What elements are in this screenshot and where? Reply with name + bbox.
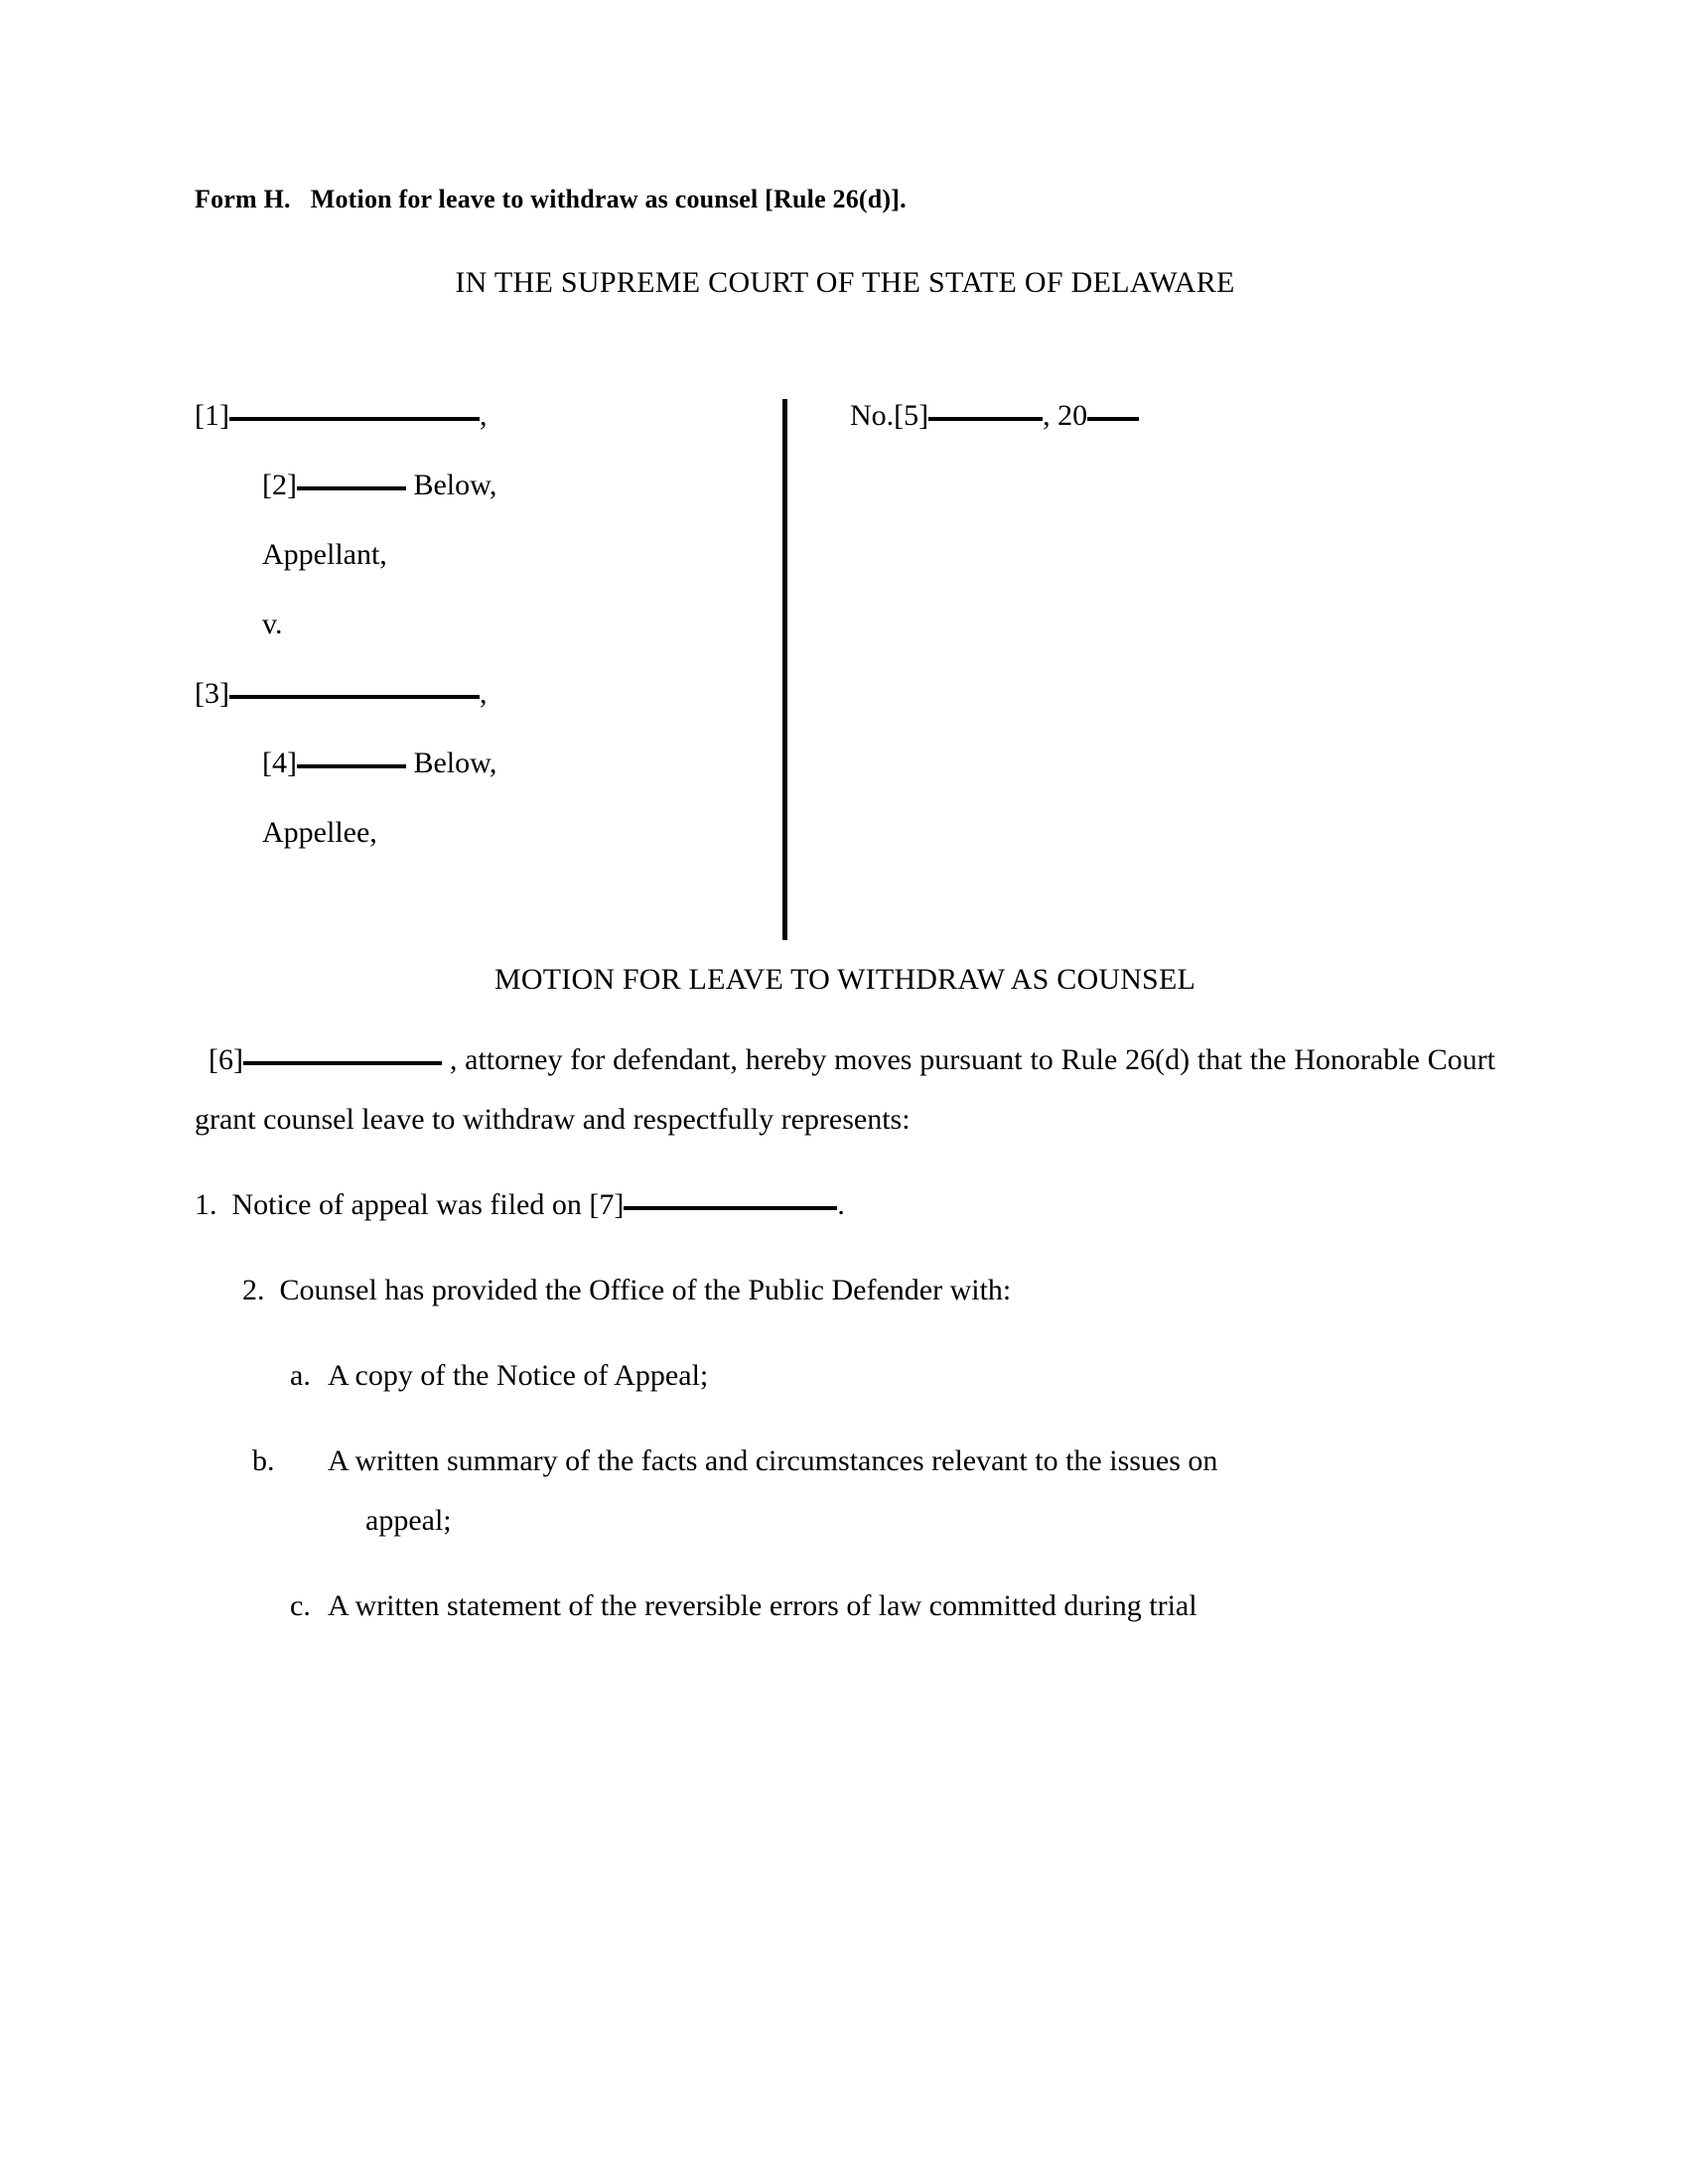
item-2b-continuation: appeal;: [365, 1504, 452, 1537]
caption-appellant-label: Appellant,: [262, 538, 387, 571]
item-1-number: 1.: [195, 1188, 217, 1221]
list-item-1: [195, 1175, 1495, 1235]
caption-party-appellant-line: [195, 399, 761, 433]
caption-vertical-rule: [782, 399, 787, 940]
below2-blank-rule: [297, 764, 406, 768]
item-1-placeholder: [7]: [589, 1188, 625, 1221]
case-year-blank-rule: [1087, 417, 1139, 421]
item-2-number: 2.: [242, 1274, 265, 1306]
party1-placeholder: [1]: [195, 399, 229, 432]
caption-left-column: [195, 399, 761, 886]
intro-paragraph: [195, 1030, 1495, 1150]
item-1-text-before: Notice of appeal was filed on: [231, 1188, 582, 1221]
below2-placeholder: [4]: [262, 747, 297, 779]
attorney-blank-rule: [243, 1061, 442, 1065]
below1-blank-rule: [297, 486, 406, 490]
item-2a-text: A copy of the Notice of Appeal;: [328, 1359, 709, 1392]
item-1-blank-rule: [624, 1206, 837, 1210]
item-2b-inner: [252, 1432, 1495, 1551]
party2-blank-rule: [229, 695, 480, 699]
below1-text: Below,: [413, 469, 497, 501]
list-item-2b: [195, 1432, 1495, 1551]
case-year-text: , 20: [1043, 399, 1088, 432]
party2-placeholder: [3]: [195, 677, 229, 710]
motion-title: MOTION FOR LEAVE TO WITHDRAW AS COUNSEL: [494, 963, 1196, 996]
caption-appellee-label: Appellee,: [262, 816, 377, 849]
attorney-placeholder: [6]: [209, 1043, 243, 1076]
court-title: IN THE SUPREME COURT OF THE STATE OF DELAWARE: [455, 266, 1235, 299]
below1-placeholder: [2]: [262, 469, 297, 501]
list-item-2a: [195, 1346, 1495, 1406]
form-header: [195, 185, 1495, 214]
form-header-title: Motion for leave to withdraw as counsel [Rule 26(d)].: [310, 185, 907, 213]
intro-text: , attorney for defendant, hereby moves pursuant to Rule 26(d) that the Honorable Court grant counsel leave to withdraw and respectfully represents:: [195, 1043, 1496, 1136]
item-2b-label: b.: [252, 1444, 275, 1477]
party1-blank-rule: [229, 417, 480, 421]
list-item-2: [195, 1261, 1495, 1320]
item-2c-text: A written statement of the reversible errors of law committed during trial: [328, 1589, 1197, 1622]
caption-party-appellee-line: [195, 677, 761, 711]
document-content: [195, 185, 1495, 1636]
case-number-label: No.: [850, 399, 895, 432]
caption-below1-line: [195, 469, 761, 502]
caption-right-column: [850, 399, 1139, 469]
numbered-list: [195, 1175, 1495, 1636]
caption-below2-line: [195, 747, 761, 780]
list-item-2c: [195, 1576, 1495, 1636]
case-number-placeholder: [5]: [894, 399, 929, 432]
case-number-blank-rule: [928, 417, 1043, 421]
item-2-text: Counsel has provided the Office of the Public Defender with:: [279, 1274, 1012, 1306]
item-2c-label: c.: [290, 1589, 311, 1622]
item-2b-text: A written summary of the facts and circumstances relevant to the issues on: [328, 1444, 1218, 1477]
below2-text: Below,: [413, 747, 497, 779]
case-caption: [195, 399, 1495, 955]
item-2a-label: a.: [290, 1359, 311, 1392]
caption-versus: v.: [262, 608, 283, 640]
item-1-text-after: .: [837, 1188, 845, 1221]
party1-comma: ,: [479, 399, 488, 432]
party2-comma: ,: [479, 677, 488, 710]
case-number-line: [850, 399, 1139, 433]
form-header-label: Form H.: [195, 185, 291, 213]
